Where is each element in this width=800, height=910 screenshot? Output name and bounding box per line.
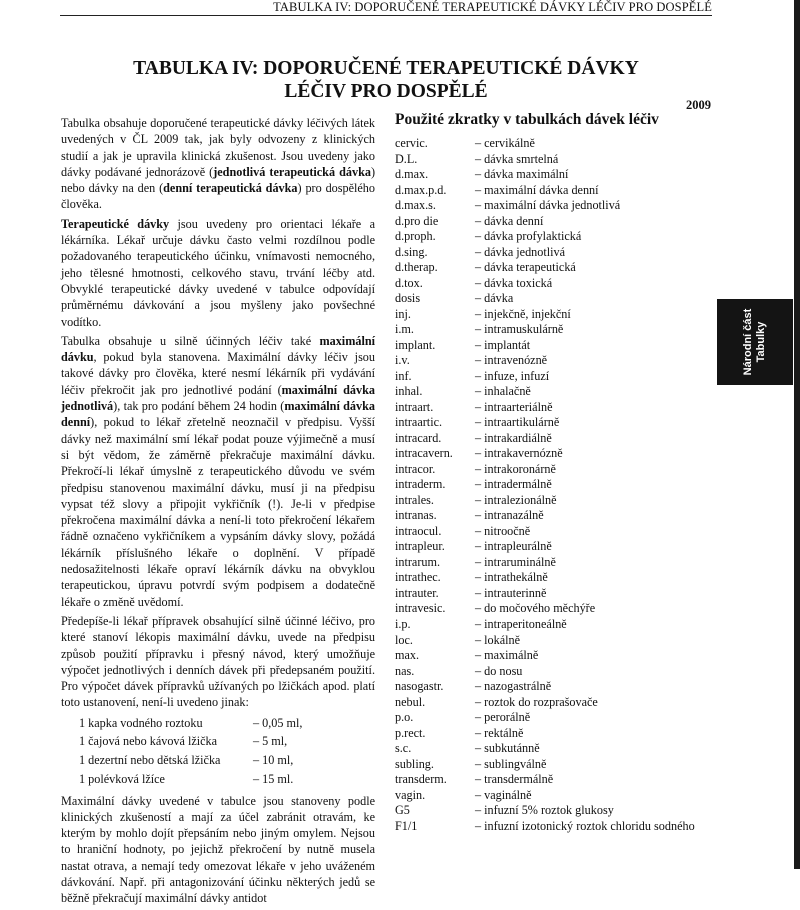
intro-paragraph-1: [61, 115, 375, 213]
abbreviation-term: G5: [395, 803, 410, 818]
abbreviation-row: [395, 446, 715, 462]
abbreviation-meaning: – intrakardiálně: [475, 430, 552, 445]
text-run: , pokud byla stanovena. Maximální dávky léčiv jsou takové dávky pro člověka, které nesmí lékárník při vydávání léčiv překročit jak pro jednotlivé podání (: [61, 350, 375, 397]
abbreviation-row: [395, 152, 715, 168]
abbreviation-row: [395, 369, 715, 385]
unit-value: – 15 ml.: [253, 771, 294, 786]
abbreviation-meaning: – injekčně, injekční: [475, 306, 571, 321]
abbreviation-row: [395, 539, 715, 555]
abbreviation-term: d.max.s.: [395, 198, 436, 213]
bold-term: jednotlivá terapeutická dávka: [213, 164, 371, 179]
abbreviation-meaning: – infuzní izotonický roztok chloridu sodného: [475, 818, 695, 833]
abbreviation-meaning: – perorálně: [475, 710, 531, 725]
abbreviation-row: [395, 415, 715, 431]
unit-value: – 5 ml,: [253, 734, 288, 749]
abbreviation-meaning: – intravenózně: [475, 353, 548, 368]
abbreviation-term: intracavern.: [395, 446, 453, 461]
abbreviation-row: [395, 788, 715, 804]
text-run: ) nebo dávky na den (: [61, 164, 375, 196]
abbreviation-row: [395, 384, 715, 400]
abbreviation-term: intraart.: [395, 399, 434, 414]
abbreviation-meaning: – dávka profylaktická: [475, 229, 582, 244]
abbreviation-term: nas.: [395, 663, 415, 678]
abbreviation-meaning: – nazogastrálně: [475, 679, 552, 694]
abbreviation-meaning: – intradermálně: [475, 477, 552, 492]
abbreviation-meaning: – dávka terapeutická: [475, 260, 576, 275]
abbreviation-term: inf.: [395, 368, 412, 383]
abbreviation-row: [395, 664, 715, 680]
abbreviation-meaning: – do močového měchýře: [475, 601, 596, 616]
abbreviation-term: d.therap.: [395, 260, 438, 275]
abbreviation-row: [395, 772, 715, 788]
abbreviation-term: d.pro die: [395, 213, 439, 228]
abbreviation-meaning: – maximálně: [475, 648, 539, 663]
abbreviation-meaning: – dávka smrtelná: [475, 151, 559, 166]
abbreviation-meaning: – intrapleurálně: [475, 539, 552, 554]
abbreviation-row: [395, 260, 715, 276]
abbreviation-row: [395, 353, 715, 369]
abbreviation-row: [395, 679, 715, 695]
section-side-tab: [717, 299, 793, 385]
abbreviation-term: vagin.: [395, 787, 426, 802]
abbreviation-meaning: – intraperitoneálně: [475, 616, 567, 631]
abbreviation-meaning: – intrakavernózně: [475, 446, 563, 461]
abbreviation-term: intraocul.: [395, 523, 442, 538]
abbreviation-term: d.proph.: [395, 229, 436, 244]
edition-year: 2009: [686, 98, 711, 112]
abbreviation-term: d.sing.: [395, 244, 428, 259]
abbreviations-heading: Použité zkratky v tabulkách dávek léčiv: [395, 111, 659, 128]
abbreviation-row: [395, 276, 715, 292]
abbreviation-row: [395, 291, 715, 307]
running-header: TABULKA IV: DOPORUČENÉ TERAPEUTICKÉ DÁVKY LÉČIV PRO DOSPĚLÉ: [273, 0, 712, 14]
abbreviation-term: cervic.: [395, 136, 428, 150]
abbreviation-row: [395, 229, 715, 245]
abbreviation-row: [395, 695, 715, 711]
abbreviation-term: i.m.: [395, 322, 414, 337]
abbreviation-meaning: – intramuskulárně: [475, 322, 564, 337]
abbreviation-term: intracor.: [395, 461, 436, 476]
abbreviation-meaning: – do nosu: [475, 663, 523, 678]
abbreviation-meaning: – maximální dávka denní: [475, 182, 599, 197]
abbreviation-meaning: – sublingválně: [475, 756, 547, 771]
abbreviation-term: s.c.: [395, 741, 412, 756]
text-run: ), pokud to lékař zřetelně neoznačil v předpisu. Vyšší dávky než maximální smí lékař podat pouze výjimečně a musí si být vědom, že záměrně překračuje maximální dávku. Překročí-li lékař úmyslně z terapeutického důvodu ve svém předpisu stanovenou maximální dávku, musí ji na předpisu vypsat též slovy a připojit vykřičník (!). Je-li v předpise překročena maximální dávka a není-li toto překročení lékařem řádně označeno vykřičníkem a vypsáním dávky slovy, požádá lékárník příslušného lékaře o doplnění. V případě nedosažitelnosti lékaře opraví lékárník dávku na obvyklou terapeutickou, úpravu potvrdí svým podpisem a dodatečně lékaře o změně uvědomí.: [61, 415, 375, 609]
abbreviation-term: intravesic.: [395, 601, 446, 616]
abbreviation-row: [395, 757, 715, 773]
unit-name: 1 dezertní nebo dětská lžička: [79, 753, 221, 768]
abbreviation-meaning: – dávka: [475, 291, 514, 306]
abbreviations-section: [395, 111, 715, 834]
abbreviation-meaning: – roztok do rozprašovače: [475, 694, 598, 709]
abbreviation-meaning: – lokálně: [475, 632, 521, 647]
abbreviation-meaning: – cervikálně: [475, 136, 535, 150]
abbreviation-meaning: – intraruminálně: [475, 554, 556, 569]
intro-text-column: [61, 115, 375, 910]
bold-term: maximální dávka denní: [61, 399, 375, 430]
unit-name: 1 kapka vodného roztoku: [79, 715, 203, 730]
abbreviation-term: intrales.: [395, 492, 434, 507]
abbreviation-meaning: – implantát: [475, 337, 531, 352]
abbreviation-term: D.L.: [395, 151, 418, 166]
abbreviation-term: nebul.: [395, 694, 426, 709]
unit-name: 1 polévková lžíce: [79, 771, 165, 786]
abbreviation-term: intracard.: [395, 430, 442, 445]
abbreviation-term: d.max.p.d.: [395, 182, 447, 197]
abbreviation-meaning: – maximální dávka jednotlivá: [475, 198, 621, 213]
abbreviation-row: [395, 601, 715, 617]
abbreviation-meaning: – infuzní 5% roztok glukosy: [475, 803, 614, 818]
abbreviation-meaning: – intrathekálně: [475, 570, 548, 585]
unit-row: [61, 751, 375, 770]
abbreviation-row: [395, 726, 715, 742]
page-edge-bar: [794, 0, 800, 869]
bold-term: Terapeutické dávky: [61, 216, 170, 231]
abbreviation-row: [395, 245, 715, 261]
abbreviation-meaning: – intralezionálně: [475, 492, 557, 507]
unit-name: 1 čajová nebo kávová lžička: [79, 734, 218, 749]
abbreviation-row: [395, 167, 715, 183]
abbreviation-term: transderm.: [395, 772, 447, 787]
unit-row: [61, 714, 375, 733]
abbreviation-row: [395, 136, 715, 152]
side-tab-line-2: Tabulky: [755, 321, 767, 363]
page-title: [60, 57, 712, 103]
text-run: jsou uvedeny pro orientaci lékaře a lékárníka. Lékař určuje dávku často velmi rozdílnou podle požadovaného terapeutického účinku, vnímavosti nemocného, jeho tělesné hmotnosti, celkového stavu, trvání léčby atd. Obvyklé terapeutické dávky uvedené v tabulce odpovídají průměrnému dávkování a jsou myšleny jako povšechné vodítko.: [61, 216, 375, 329]
abbreviation-term: intrapleur.: [395, 539, 445, 554]
abbreviation-row: [395, 400, 715, 416]
abbreviation-row: [395, 555, 715, 571]
side-tab-label: [742, 309, 768, 376]
abbreviation-row: [395, 462, 715, 478]
abbreviation-term: d.tox.: [395, 275, 423, 290]
abbreviation-meaning: – vaginálně: [475, 787, 532, 802]
abbreviation-row: [395, 633, 715, 649]
abbreviation-term: intrathec.: [395, 570, 441, 585]
abbreviation-meaning: – intrakoronárně: [475, 461, 556, 476]
bold-term: maximální dávku: [61, 333, 375, 365]
side-tab-line-1: Národní část: [742, 308, 754, 376]
abbreviation-meaning: – nitroočně: [475, 523, 531, 538]
abbreviation-row: [395, 183, 715, 199]
abbreviation-term: loc.: [395, 632, 413, 647]
abbreviation-row: [395, 741, 715, 757]
abbreviation-term: implant.: [395, 337, 436, 352]
abbreviation-row: [395, 710, 715, 726]
abbreviation-row: [395, 198, 715, 214]
abbreviation-row: [395, 477, 715, 493]
abbreviation-term: subling.: [395, 756, 434, 771]
intro-paragraph-2: [61, 216, 375, 330]
bold-term: denní terapeutická dávka: [163, 181, 298, 196]
abbreviation-row: [395, 819, 715, 835]
page-title-line-1: TABULKA IV: DOPORUČENÉ TERAPEUTICKÉ DÁVKY: [133, 58, 639, 80]
abbreviation-row: [395, 648, 715, 664]
abbreviation-meaning: – dávka denní: [475, 213, 544, 228]
abbreviation-term: p.rect.: [395, 725, 426, 740]
abbreviation-row: [395, 617, 715, 633]
abbreviation-term: d.max.: [395, 167, 429, 182]
abbreviation-term: F1/1: [395, 818, 418, 833]
abbreviation-row: [395, 570, 715, 586]
abbreviation-row: [395, 307, 715, 323]
abbreviations-list: [395, 136, 715, 834]
abbreviation-row: [395, 586, 715, 602]
text-run: ), tak pro podání během 24 hodin (: [113, 399, 285, 414]
abbreviation-row: [395, 431, 715, 447]
abbreviation-meaning: – rektálně: [475, 725, 524, 740]
abbreviation-term: p.o.: [395, 710, 414, 725]
intro-paragraph-3: [61, 333, 375, 610]
abbreviation-meaning: – inhalačně: [475, 384, 531, 399]
abbreviation-term: i.v.: [395, 353, 410, 368]
abbreviation-term: intranas.: [395, 508, 437, 523]
unit-value: – 10 ml,: [253, 753, 294, 768]
text-run: Tabulka obsahuje doporučené terapeutické dávky léčivých látek uvedených v ČL 2009 tak, jak byly odvozeny z klinických studií a jak je upravila klinická zkušenost. Jsou uvedeny jako dávky podávané jednorázově (: [61, 116, 375, 179]
abbreviation-meaning: – intrauterinně: [475, 585, 547, 600]
unit-row: [61, 732, 375, 751]
abbreviation-row: [395, 803, 715, 819]
bold-term: maximální dávka jednotlivá: [61, 382, 375, 414]
abbreviation-row: [395, 524, 715, 540]
abbreviation-term: intraartic.: [395, 415, 443, 430]
abbreviation-term: intrauter.: [395, 585, 439, 600]
abbreviation-term: i.p.: [395, 616, 411, 631]
abbreviation-term: inj.: [395, 306, 411, 321]
abbreviation-meaning: – dávka maximální: [475, 167, 569, 182]
page-title-line-2: LÉČIV PRO DOSPĚLÉ: [284, 81, 488, 103]
intro-paragraph-5: Maximální dávky uvedené v tabulce jsou stanoveny podle klinických zkušeností a mají za účel zabránit otravám, ke kterým by mohlo dojít přepsáním nebo jiným omylem. Nejsou to hraniční hodnoty, po jejichž překročení by nutně musela nastat otrava, a nemají tedy omezovat lékaře v jeho uváženém dávkování. Např. při antagonizování účinku některých jedů se běžně překračují maximální dávky antidot: [61, 793, 375, 906]
abbreviation-term: dosis: [395, 291, 421, 306]
abbreviation-row: [395, 338, 715, 354]
unit-row: [61, 770, 375, 789]
abbreviation-term: intrarum.: [395, 554, 441, 569]
abbreviation-meaning: – intraarteriálně: [475, 399, 553, 414]
abbreviation-row: [395, 322, 715, 338]
unit-value: – 0,05 ml,: [253, 715, 303, 730]
abbreviation-term: intraderm.: [395, 477, 446, 492]
abbreviation-meaning: – dávka toxická: [475, 275, 553, 290]
abbreviation-meaning: – intraartikulárně: [475, 415, 560, 430]
abbreviation-row: [395, 508, 715, 524]
abbreviation-meaning: – subkutánně: [475, 741, 540, 756]
text-run: Tabulka obsahuje u silně účinných léčiv také: [61, 333, 320, 348]
spoon-units-list: [61, 714, 375, 789]
abbreviation-meaning: – transdermálně: [475, 772, 554, 787]
intro-paragraph-4: Předepíše-li lékař přípravek obsahující silně účinné léčivo, pro které stanoví lékopis maximální dávku, uvede na předpisu způsob použití přípravku i přesný návod, který umožňuje výpočet jednotlivých i denních dávek při předepsaném použití. Pro výpočet dávek přípravků užívaných po lžičkách apod. platí toto ustanovení, není-li uvedeno jinak:: [61, 613, 375, 710]
abbreviation-term: nasogastr.: [395, 679, 444, 694]
abbreviation-term: inhal.: [395, 384, 423, 399]
header-divider: [60, 15, 712, 16]
text-run: ) pro dospělého člověka.: [61, 181, 375, 212]
abbreviation-meaning: – infuze, infuzí: [475, 368, 550, 383]
abbreviation-meaning: – intranazálně: [475, 508, 544, 523]
abbreviation-row: [395, 493, 715, 509]
abbreviation-term: max.: [395, 648, 420, 663]
abbreviation-row: [395, 214, 715, 230]
abbreviation-meaning: – dávka jednotlivá: [475, 244, 566, 259]
